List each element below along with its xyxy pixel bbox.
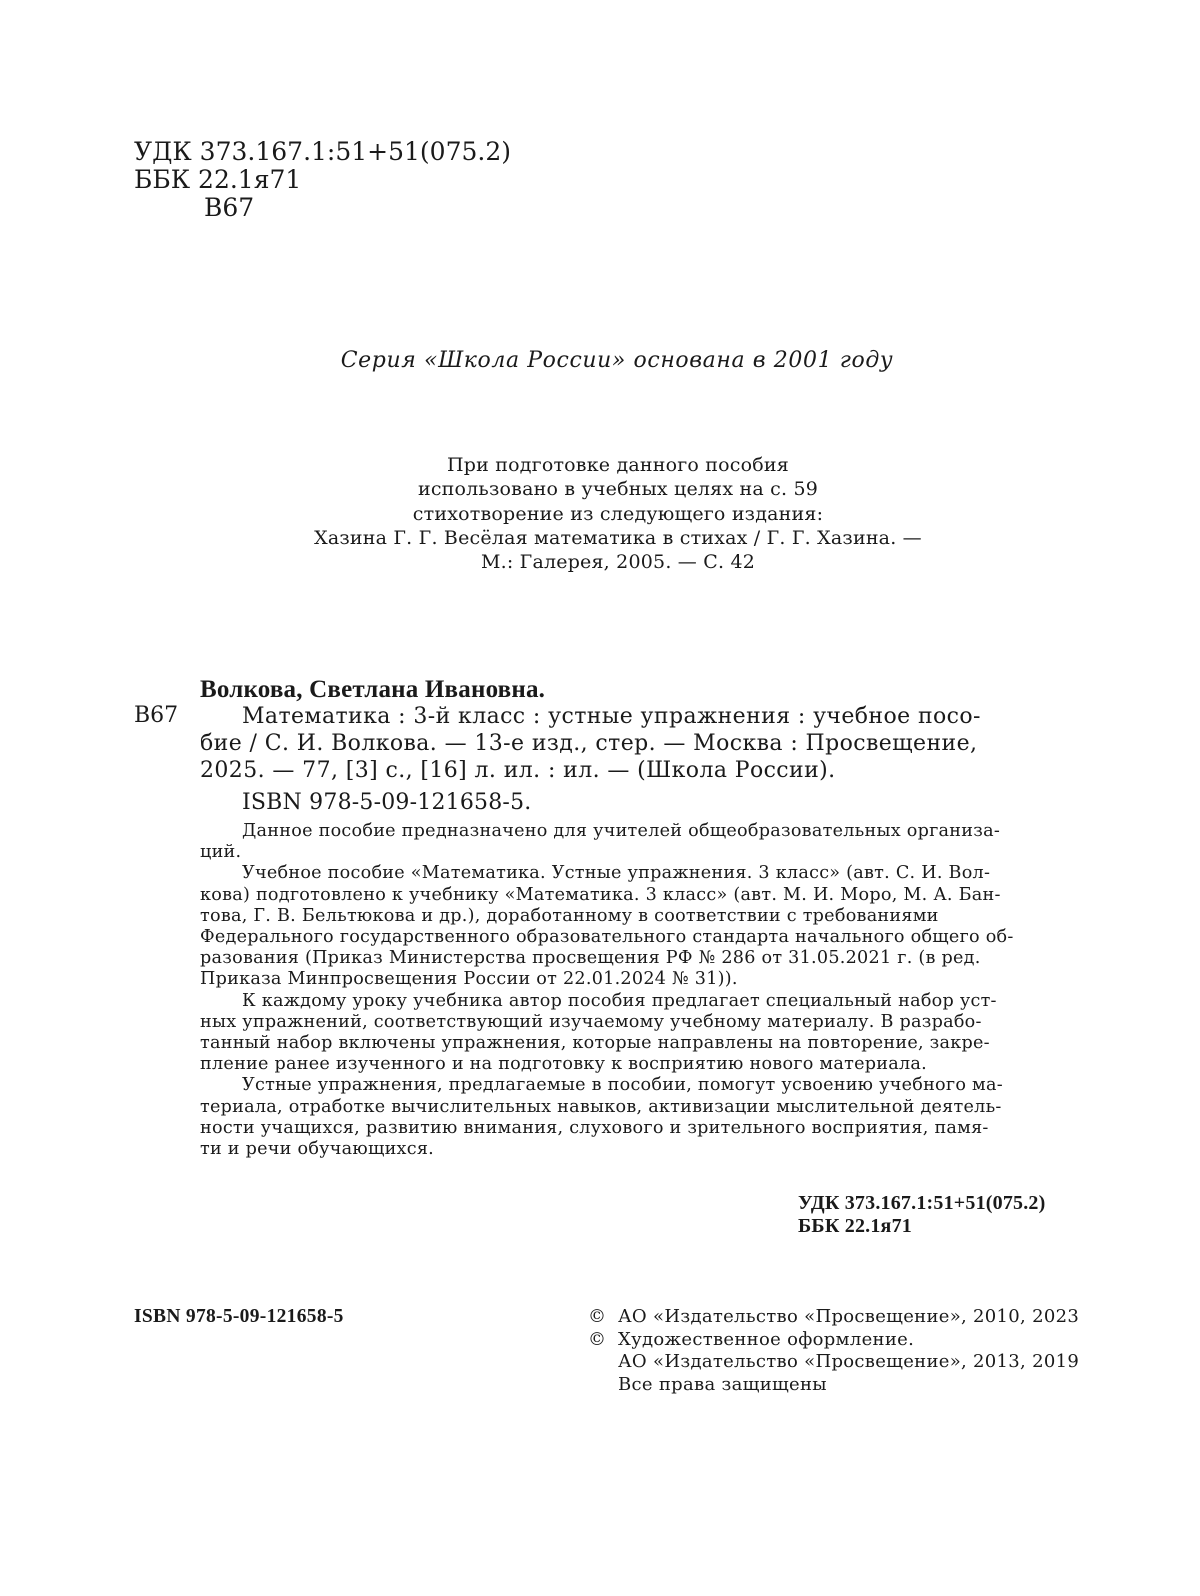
annotation-line: Учебное пособие «Математика. Устные упражнения. 3 класс» (авт. С. И. Вол- [242,863,991,884]
copyright-line: Художественное оформление. [618,1328,915,1350]
description-line: 2025. — 77, [3] с., [16] л. ил. : ил. — (Школа России). [200,758,836,783]
author-cipher: В67 [204,193,255,222]
annotation-paragraph [200,863,1100,990]
copyright-line: АО «Издательство «Просвещение», 2010, 2023 [618,1306,1080,1327]
bottom-udk: УДК 373.167.1:51+51(075.2) [798,1192,1046,1214]
annotation-line: Данное пособие предназначено для учителей общеобразовательных организа- [242,821,1001,841]
bottom-classification [798,1192,1046,1238]
classification-block [134,138,511,222]
annotation-line: кова) подготовлено к учебнику «Математика. 3 класс» (авт. М. И. Моро, М. А. Бан- [200,884,1001,905]
annotation-line: ти и речи обучающихся. [200,1139,435,1160]
series-note: Серия «Школа России» основана в 2001 году [340,348,894,373]
rights-reserved: Все права защищены [618,1373,827,1395]
annotation-line: ных упражнений, соответствующий изучаемому учебному материалу. В разрабо- [200,1011,982,1032]
description-line: бие / С. И. Волкова. — 13-е изд., стер. — Москва : Просвещение, [200,731,978,756]
annotation-line: К каждому уроку учебника автор пособия предлагает специальный набор уст- [242,990,997,1011]
catalog-annotation [200,821,1100,1160]
catalog-author: Волкова, Светлана Ивановна. [200,676,546,703]
description-line: Математика : 3-й класс : устные упражнения : учебное посо- [242,704,981,729]
udk-code: УДК 373.167.1:51+51(075.2) [134,137,511,166]
acknowledgment-line: М.: Галерея, 2005. — С. 42 [480,551,756,574]
acknowledgment-block [0,453,1200,574]
catalog-isbn: ISBN 978-5-09-121658-5. [242,790,532,815]
annotation-paragraph [200,991,1100,1076]
annotation-line: танный набор включены упражнения, которые направлены на повторение, закре- [200,1033,990,1054]
annotation-paragraph [200,1075,1100,1160]
copyright-symbol: © [588,1306,607,1327]
annotation-line: разования (Приказ Министерства просвещения РФ № 286 от 31.05.2021 г. (в ред. [200,948,981,969]
annotation-line: ности учащихся, развитию внимания, слухового и зрительного восприятия, памя- [200,1117,989,1138]
annotation-line: пление ранее изученного и на подготовку к восприятию нового материала. [200,1054,927,1075]
annotation-line: териала, отработке вычислительных навыков, активизации мыслительной деятель- [200,1096,1002,1117]
copyright-block [588,1306,1079,1396]
acknowledgment-line: При подготовке данного пособия [447,454,789,476]
annotation-line: ций. [200,842,242,863]
bottom-isbn: ISBN 978-5-09-121658-5 [134,1306,344,1327]
acknowledgment-line: стихотворение из следующего издания: [412,502,824,525]
copyright-line: АО «Издательство «Просвещение», 2013, 2019 [618,1351,1080,1373]
copyright-symbol: © [588,1328,607,1350]
annotation-line: Федерального государственного образовательного стандарта начального общего об- [200,927,1014,948]
catalog-cipher: В67 [134,703,179,728]
catalog-description [200,703,1100,784]
annotation-line: Устные упражнения, предлагаемые в пособии, помогут усвоению учебного ма- [242,1075,1003,1096]
acknowledgment-line: использовано в учебных целях на с. 59 [417,478,819,501]
bbk-code: ББК 22.1я71 [134,165,302,194]
acknowledgment-line: Хазина Г. Г. Весёлая математика в стихах / Г. Г. Хазина. — [314,526,922,549]
annotation-paragraph [200,821,1100,863]
annotation-line: Приказа Минпросвещения России от 22.01.2024 № 31)). [200,969,738,990]
bottom-bbk: ББК 22.1я71 [798,1215,912,1237]
annotation-line: това, Г. В. Бельтюкова и др.), доработанному в соответствии с требованиями [200,905,939,926]
